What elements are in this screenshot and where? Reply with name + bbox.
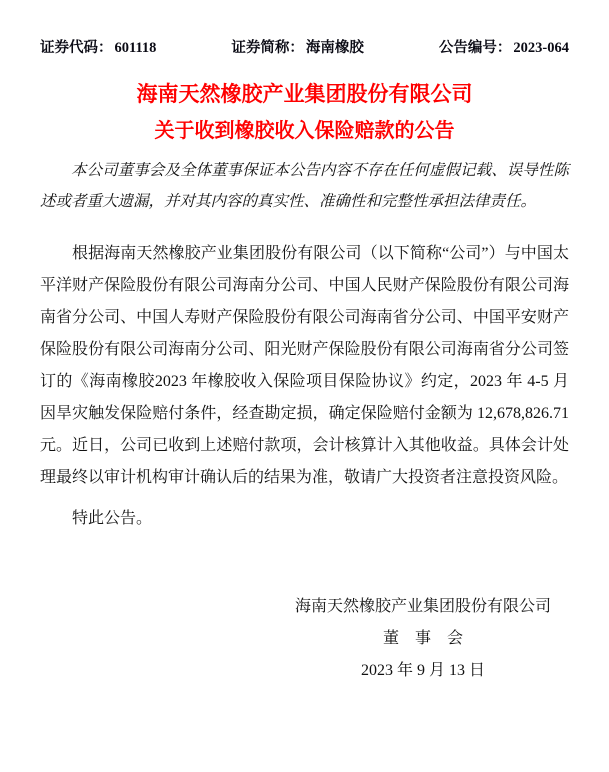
stock-name: [231, 36, 364, 57]
stock-code-value: 601118: [114, 40, 157, 56]
announcement-number-value: 2023-064: [513, 40, 569, 56]
board-disclaimer: 本公司董事会及全体董事保证本公告内容不存在任何虚假记载、误导性陈述或者重大遗漏，并对其内容的真实性、准确性和完整性承担法律责任。: [40, 162, 569, 210]
announcement-title: 关于收到橡胶收入保险赔款的公告: [154, 120, 455, 142]
announcement-number-label: 公告编号：: [438, 40, 512, 56]
stock-name-label: 证券简称：: [231, 40, 304, 56]
signature-block: [40, 591, 551, 687]
company-title: 海南天然橡胶产业集团股份有限公司: [136, 83, 473, 106]
stock-code-label: 证券代码：: [40, 40, 113, 56]
signature-company: 海南天然橡胶产业集团股份有限公司: [294, 598, 551, 615]
stock-name-value: 海南橡胶: [305, 40, 364, 56]
main-paragraph: 根据海南天然橡胶产业集团股份有限公司（以下简称“公司”）与中国太平洋财产保险股份有限公司海南分公司、中国人民财产保险股份有限公司海南省分公司、中国人寿财产保险股份有限公司海南省分公司、中国平安财产保险股份有限公司海南分公司、阳光财产保险股份有限公司海南省分公司签订的《海南橡胶2023 年橡胶收入保险项目保险协议》约定，2023 年 4-5 月因旱灾触发保险赔付条件，经查勘定损，确定保险赔付金额为 12,678,826.71 元。近日，公司已收到上述赔付款项，会计核算计入其他收益。具体会计处理最终以审计机构审计确认后的结果为准，敬请广大投资者注意投资风险。: [40, 245, 569, 486]
announcement-number: [439, 36, 569, 57]
signature-date: 2023 年 9 月 13 日: [360, 662, 485, 679]
securities-info-row: [40, 36, 569, 57]
stock-code: [40, 36, 156, 57]
closing-line: 特此公告。: [72, 510, 153, 527]
signature-board: 董 事 会: [382, 630, 463, 647]
